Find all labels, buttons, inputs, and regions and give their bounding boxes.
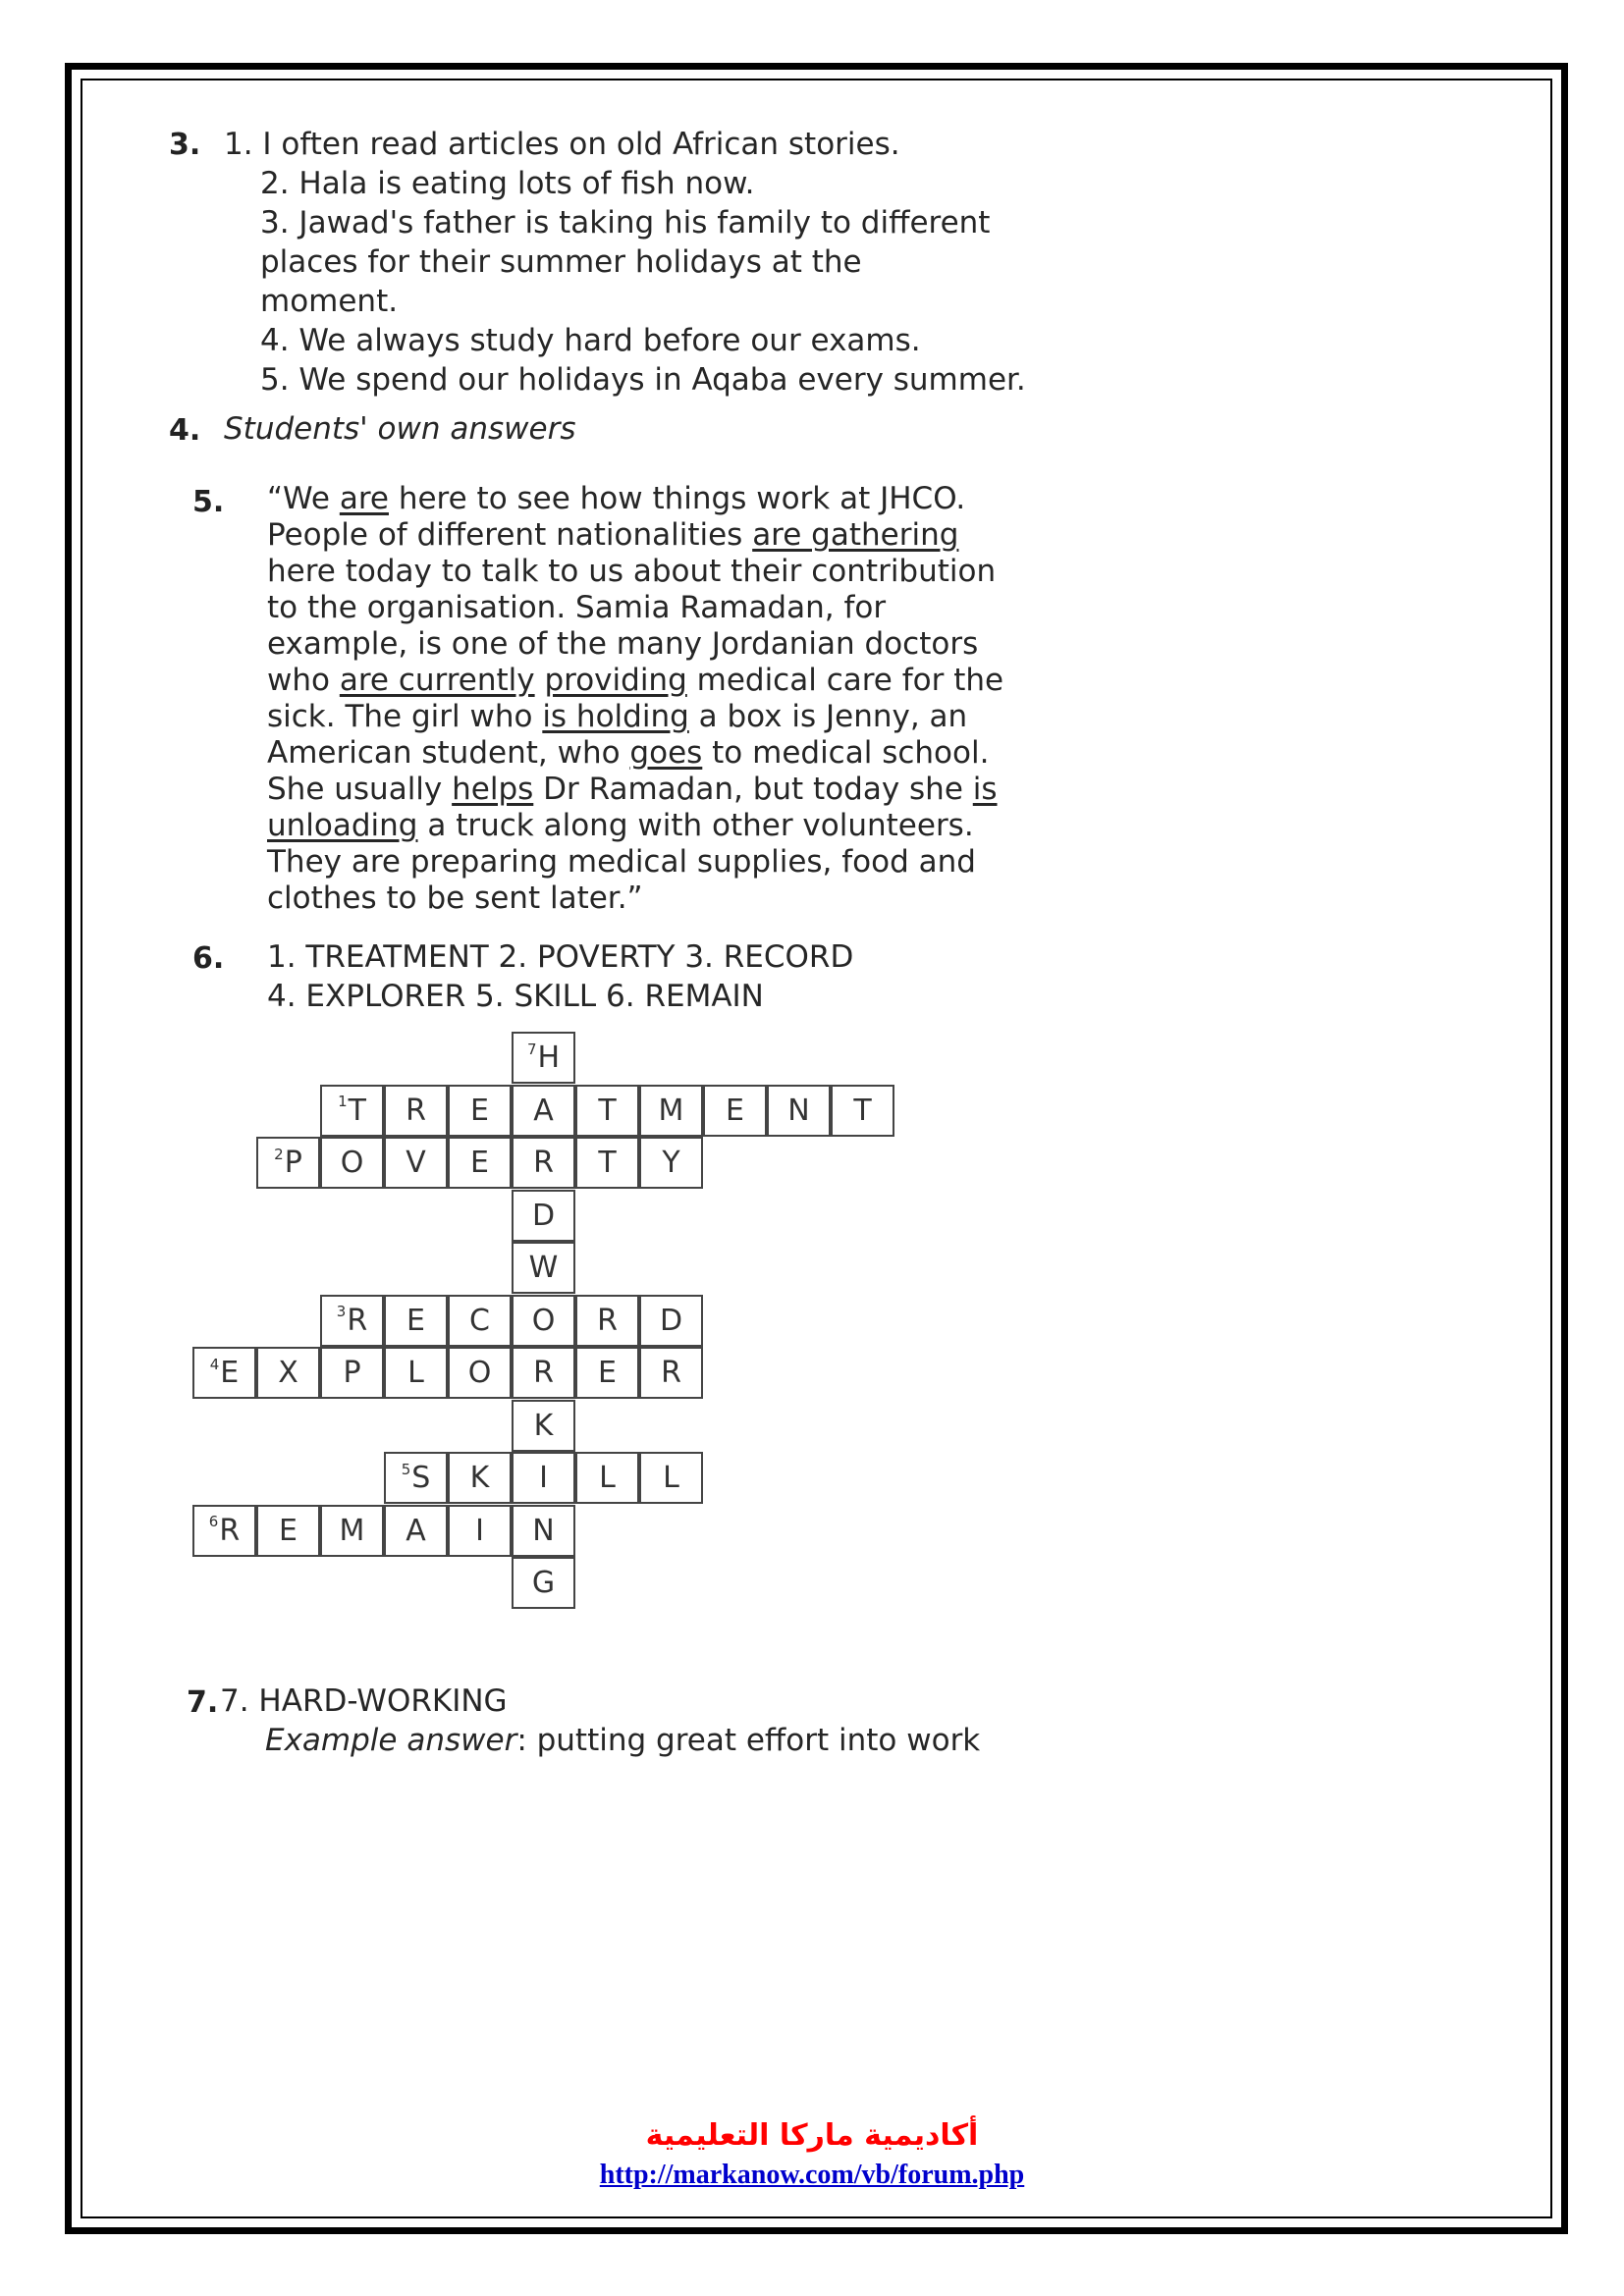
crossword-cell <box>512 1032 575 1084</box>
cell-letter: R <box>661 1356 681 1390</box>
cell-letter: E <box>726 1093 744 1128</box>
question-7-number: 7. <box>187 1685 219 1720</box>
cell-letter: C <box>469 1303 490 1338</box>
cell-letter: K <box>533 1408 554 1443</box>
passage-line <box>267 808 1003 844</box>
cell-letter: T <box>348 1093 366 1128</box>
crossword-cell <box>512 1137 575 1189</box>
crossword-cell <box>320 1295 384 1347</box>
question-3-answer-line: 2. Hala is eating lots of fish now. <box>260 166 755 201</box>
passage-text: American student, who <box>267 735 630 771</box>
crossword-cell <box>639 1295 703 1347</box>
passage-line <box>267 881 1003 917</box>
passage-text: who <box>267 663 340 698</box>
cell-letter: W <box>528 1251 559 1285</box>
question-3-answer-line: 3. Jawad's father is taking his family to different <box>260 205 991 240</box>
crossword-cell <box>448 1505 512 1557</box>
crossword-cell <box>639 1137 703 1189</box>
cell-letter: N <box>787 1093 810 1128</box>
crossword-cell <box>192 1505 256 1557</box>
passage-text: medical care for the <box>686 663 1004 698</box>
passage-line <box>267 590 1003 626</box>
footer-arabic-title: أكاديمية ماركا التعليمية <box>645 2118 979 2153</box>
clue-number: 5 <box>401 1460 411 1478</box>
passage-text: People of different nationalities <box>267 517 753 553</box>
crossword-cell <box>512 1190 575 1242</box>
cell-letter: L <box>407 1356 424 1390</box>
cell-letter: T <box>598 1146 617 1180</box>
crossword-cell <box>256 1505 320 1557</box>
cell-letter: M <box>658 1093 684 1128</box>
underlined-verb: are gathering <box>752 517 959 553</box>
passage-text: here to see how things work at JHCO. <box>388 481 966 516</box>
passage-line <box>267 844 1003 881</box>
cell-letter: T <box>853 1093 872 1128</box>
question-4-answer: Students' own answers <box>224 411 576 447</box>
cell-letter: O <box>531 1303 556 1338</box>
example-answer-text: : putting great effort into work <box>516 1723 981 1758</box>
cell-letter: N <box>532 1513 555 1548</box>
crossword-cell <box>320 1137 384 1189</box>
underlined-verb: unloading <box>267 808 418 843</box>
crossword-cell <box>512 1242 575 1294</box>
crossword-cell <box>256 1347 320 1399</box>
passage-text <box>535 663 545 698</box>
passage-line <box>267 554 1003 590</box>
clue-number: 4 <box>209 1355 220 1373</box>
crossword-cell <box>575 1452 639 1504</box>
crossword-cell <box>384 1505 448 1557</box>
crossword-cell <box>448 1347 512 1399</box>
crossword-cell <box>575 1347 639 1399</box>
crossword-cell <box>384 1452 448 1504</box>
cell-letter: V <box>406 1146 426 1180</box>
cell-letter: M <box>339 1513 365 1548</box>
question-4-number: 4. <box>169 413 201 448</box>
question-7-answer: 7. HARD-WORKING <box>220 1683 508 1719</box>
crossword-cell <box>575 1085 639 1137</box>
cell-letter: A <box>406 1513 426 1548</box>
question-7-example <box>265 1721 980 1760</box>
question-3-number: 3. <box>169 128 201 162</box>
crossword-cell <box>320 1085 384 1137</box>
underlined-verb: providing <box>544 663 687 698</box>
crossword-cell <box>639 1452 703 1504</box>
cell-letter: E <box>406 1303 425 1338</box>
crossword-cell <box>512 1085 575 1137</box>
passage-line <box>267 699 1003 735</box>
crossword-cell <box>320 1347 384 1399</box>
cell-letter: A <box>533 1093 554 1128</box>
question-3-answer-line: 5. We spend our holidays in Aqaba every summer. <box>260 362 1026 398</box>
cell-letter: E <box>470 1093 489 1128</box>
crossword-cell <box>512 1347 575 1399</box>
question-3-answer-line: 1. I often read articles on old African stories. <box>224 127 900 162</box>
crossword-cell <box>512 1295 575 1347</box>
crossword-cell <box>384 1347 448 1399</box>
clue-number: 2 <box>274 1145 284 1163</box>
crossword-cell <box>639 1085 703 1137</box>
passage-text: She usually <box>267 772 453 807</box>
cell-letter: I <box>539 1461 548 1495</box>
passage-text: example, is one of the many Jordanian doctors <box>267 626 979 662</box>
cell-letter: S <box>411 1461 431 1495</box>
crossword-cell <box>512 1557 575 1609</box>
passage-text: clothes to be sent later.” <box>267 881 643 916</box>
crossword-cell <box>512 1452 575 1504</box>
passage-text: a truck along with other volunteers. <box>417 808 974 843</box>
question-5-passage <box>267 481 1003 917</box>
crossword-cell <box>448 1295 512 1347</box>
crossword-cell <box>575 1295 639 1347</box>
crossword-cell <box>448 1452 512 1504</box>
passage-text: sick. The girl who <box>267 699 543 734</box>
underlined-verb: are <box>339 481 389 516</box>
crossword-cell <box>448 1085 512 1137</box>
crossword-cell <box>767 1085 831 1137</box>
cell-letter: E <box>598 1356 617 1390</box>
passage-text: to the organisation. Samia Ramadan, for <box>267 590 887 625</box>
underlined-verb: is <box>972 772 998 807</box>
footer-forum-link[interactable]: http://markanow.com/vb/forum.php <box>599 2160 1025 2190</box>
clue-number: 6 <box>208 1513 219 1530</box>
passage-text: to medical school. <box>702 735 990 771</box>
example-answer-label: Example answer <box>265 1723 517 1758</box>
passage-text: a box is Jenny, an <box>688 699 968 734</box>
cell-letter: R <box>347 1303 368 1338</box>
crossword-cell <box>192 1347 256 1399</box>
question-3-answer-line: places for their summer holidays at the <box>260 244 862 280</box>
crossword-cell <box>384 1295 448 1347</box>
passage-line <box>267 663 1003 699</box>
question-6-line-2: 4. EXPLORER 5. SKILL 6. REMAIN <box>267 979 764 1014</box>
crossword-cell <box>575 1137 639 1189</box>
passage-line <box>267 481 1003 517</box>
question-6-number: 6. <box>192 941 225 976</box>
crossword-cell <box>512 1505 575 1557</box>
passage-text: They are preparing medical supplies, food and <box>267 844 976 880</box>
passage-line <box>267 517 1003 554</box>
passage-line <box>267 626 1003 663</box>
cell-letter: D <box>659 1303 683 1338</box>
cell-letter: L <box>599 1461 616 1495</box>
clue-number: 7 <box>526 1040 537 1058</box>
cell-letter: O <box>340 1146 364 1180</box>
crossword-cell <box>639 1347 703 1399</box>
cell-letter: K <box>469 1461 490 1495</box>
crossword-cell <box>384 1137 448 1189</box>
cell-letter: E <box>470 1146 489 1180</box>
cell-letter: R <box>533 1356 554 1390</box>
cell-letter: H <box>537 1041 561 1075</box>
question-3-answer-line: moment. <box>260 284 399 319</box>
passage-line <box>267 772 1003 808</box>
cell-letter: Y <box>662 1146 680 1180</box>
crossword-cell <box>448 1137 512 1189</box>
cell-letter: O <box>467 1356 492 1390</box>
cell-letter: R <box>406 1093 426 1128</box>
underlined-verb: helps <box>452 772 534 807</box>
passage-text: “We <box>267 481 340 516</box>
cell-letter: I <box>475 1513 484 1548</box>
cell-letter: P <box>284 1146 302 1180</box>
crossword-cell <box>831 1085 894 1137</box>
underlined-verb: are currently <box>339 663 535 698</box>
cell-letter: D <box>531 1198 556 1233</box>
passage-text: here today to talk to us about their contribution <box>267 554 997 589</box>
crossword-cell <box>512 1400 575 1452</box>
crossword-cell <box>256 1137 320 1189</box>
question-5-number: 5. <box>192 485 225 519</box>
passage-line <box>267 735 1003 772</box>
cell-letter: L <box>663 1461 679 1495</box>
cell-letter: R <box>219 1513 241 1548</box>
cell-letter: E <box>220 1356 240 1390</box>
clue-number: 1 <box>338 1093 348 1110</box>
crossword-cell <box>320 1505 384 1557</box>
cell-letter: P <box>343 1356 361 1390</box>
crossword-cell <box>384 1085 448 1137</box>
cell-letter: T <box>598 1093 617 1128</box>
cell-letter: E <box>279 1513 298 1548</box>
question-3-answer-line: 4. We always study hard before our exams. <box>260 323 921 358</box>
cell-letter: R <box>533 1146 554 1180</box>
cell-letter: R <box>597 1303 618 1338</box>
underlined-verb: goes <box>629 735 703 771</box>
question-6-line-1: 1. TREATMENT 2. POVERTY 3. RECORD <box>267 939 854 975</box>
cell-letter: G <box>531 1566 556 1600</box>
crossword-cell <box>703 1085 767 1137</box>
underlined-verb: is holding <box>542 699 689 734</box>
passage-text: Dr Ramadan, but today she <box>533 772 973 807</box>
cell-letter: X <box>278 1356 298 1390</box>
clue-number: 3 <box>336 1303 347 1320</box>
